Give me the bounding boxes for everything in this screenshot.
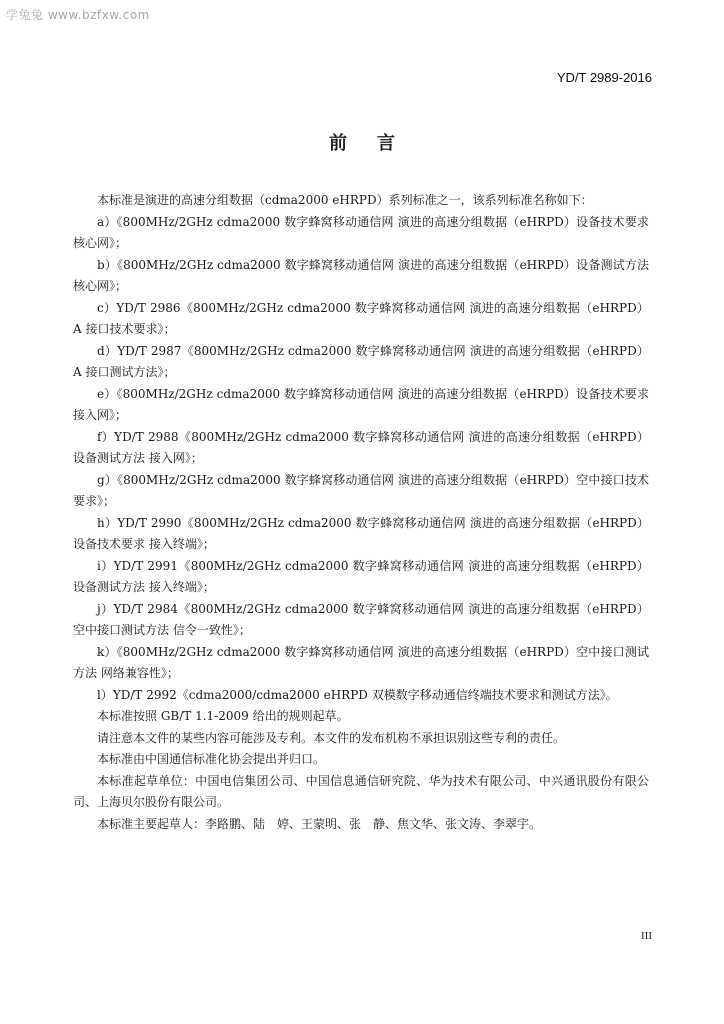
list-item-f: f）YD/T 2988《800MHz/2GHz cdma2000 数字蜂窝移动通信网 演进的高速分组数据（eHRPD）设备测试方法 接入网》； [73,429,649,465]
standard-code: YD/T 2989-2016 [556,70,652,85]
foreword-body [73,190,649,835]
drafting-rules-paragraph: 本标准按照 GB/T 1.1-2009 给出的规则起草。 [97,709,349,723]
list-item-h: h）YD/T 2990《800MHz/2GHz cdma2000 数字蜂窝移动通信网 演进的高速分组数据（eHRPD）设备技术要求 接入终端》； [73,515,649,551]
page-number: III [641,930,652,942]
intro-paragraph: 本标准是演进的高速分组数据（cdma2000 eHRPD）系列标准之一，该系列标准名称如下： [97,193,593,207]
list-item-k: k）《800MHz/2GHz cdma2000 数字蜂窝移动通信网 演进的高速分组数据（eHRPD）空中接口测试方法 网络兼容性》； [73,644,649,680]
list-item-j: j）YD/T 2984《800MHz/2GHz cdma2000 数字蜂窝移动通信网 演进的高速分组数据（eHRPD）空中接口测试方法 信令一致性》； [73,601,649,637]
list-item-e: e）《800MHz/2GHz cdma2000 数字蜂窝移动通信网 演进的高速分组数据（eHRPD）设备技术要求 接入网》； [73,386,649,422]
list-item-a: a）《800MHz/2GHz cdma2000 数字蜂窝移动通信网 演进的高速分组数据（eHRPD）设备技术要求 核心网》； [73,214,649,250]
page-title: 前言 [329,133,425,154]
list-item-l: l）YD/T 2992《cdma2000/cdma2000 eHRPD 双模数字移动通信终端技术要求和测试方法》。 [97,687,618,702]
watermark: 学兔兔 www.bzfxw.com [6,8,150,22]
list-item-i: i）YD/T 2991《800MHz/2GHz cdma2000 数字蜂窝移动通信网 演进的高速分组数据（eHRPD）设备测试方法 接入终端》； [73,558,649,594]
list-item-g: g）《800MHz/2GHz cdma2000 数字蜂窝移动通信网 演进的高速分组数据（eHRPD）空中接口技术要求》； [73,472,649,508]
list-item-d: d）YD/T 2987《800MHz/2GHz cdma2000 数字蜂窝移动通信网 演进的高速分组数据（eHRPD）A 接口测试方法》； [73,343,649,379]
drafting-units-paragraph: 本标准起草单位：中国电信集团公司、中国信息通信研究院、华为技术有限公司、中兴通讯股份有限公司、上海贝尔股份有限公司。 [73,773,649,809]
patent-notice-paragraph: 请注意本文件的某些内容可能涉及专利。本文件的发布机构不承担识别这些专利的责任。 [97,730,566,745]
proposer-paragraph: 本标准由中国通信标准化协会提出并归口。 [97,752,326,766]
list-item-b: b）《800MHz/2GHz cdma2000 数字蜂窝移动通信网 演进的高速分组数据（eHRPD）设备测试方法 核心网》； [73,257,649,293]
drafters-paragraph: 本标准主要起草人：李路鹏、陆 婷、王蒙明、张 静、焦文华、张文涛、李翠宇。 [97,816,542,831]
list-item-c: c）YD/T 2986《800MHz/2GHz cdma2000 数字蜂窝移动通信网 演进的高速分组数据（eHRPD）A 接口技术要求》； [73,300,649,336]
